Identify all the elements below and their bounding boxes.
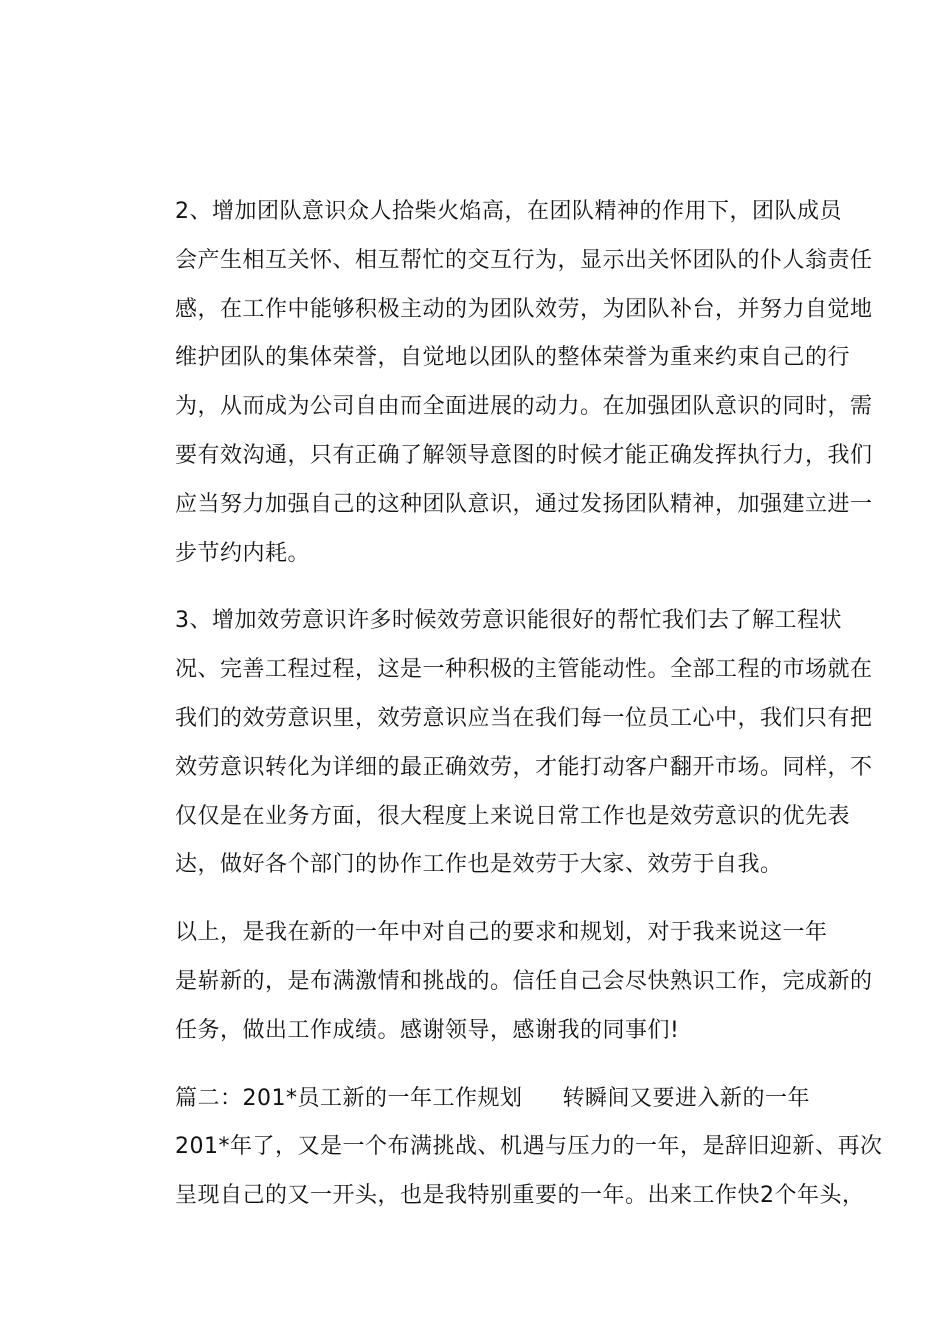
text-line: 呈现自己的又一开头，也是我特别重要的一年。出来工作快2个年头， [175, 1183, 865, 1209]
text-line: 况、完善工程过程，这是一种积极的主管能动性。全部工程的市场就在 [175, 657, 873, 683]
text-line: 201*年了，又是一个布满挑战、机遇与压力的一年，是辞旧迎新、再次 [175, 1134, 883, 1160]
text-line: 会产生相互关怀、相互帮忙的交互行为，显示出关怀团队的仆人翁责任 [175, 247, 873, 273]
text-line [131, 1075, 831, 1124]
text-line: 达，做好各个部门的协作工作也是效劳于大家、效劳于自我。 [175, 852, 783, 878]
text-line: 任务，做出工作成绩。感谢领导，感谢我的同事们! [175, 1017, 680, 1043]
text-line: 我们的效劳意识里，效劳意识应当在我们每一位员工心中，我们只有把 [175, 705, 873, 731]
section-heading: 篇二：201*员工新的一年工作规划 [175, 1085, 523, 1111]
text-line: 维护团队的集体荣誉，自觉地以团队的整体荣誉为重来约束自己的行 [175, 345, 851, 371]
text-line: 以上，是我在新的一年中对自己的要求和规划，对于我来说这一年 [175, 920, 828, 946]
heading-line-tail: 转瞬间又要进入新的一年 [562, 1085, 811, 1111]
text-line: 是崭新的，是布满激情和挑战的。信任自己会尽快熟识工作，完成新的 [175, 968, 873, 994]
paragraph-service-awareness [131, 597, 873, 890]
text-line: 感，在工作中能够积极主动的为团队效劳，为团队补台，并努力自觉地 [175, 296, 873, 322]
paragraph-conclusion [131, 909, 873, 1055]
text-line: 3、增加效劳意识许多时候效劳意识能很好的帮忙我们去了解工程状 [175, 608, 842, 634]
paragraph-team-awareness [131, 188, 873, 578]
text-line: 为，从而成为公司自由而全面进展的动力。在加强团队意识的同时，需 [175, 394, 873, 420]
text-line: 步节约内耗。 [175, 540, 311, 566]
document-body [131, 188, 883, 1240]
text-line: 应当努力加强自己的这种团队意识，通过发扬团队精神，加强建立进一 [175, 491, 873, 517]
text-line: 2、增加团队意识众人拾柴火焰高，在团队精神的作用下，团队成员 [175, 199, 842, 224]
text-line: 要有效沟通，只有正确了解领导意图的时候才能正确发挥执行力，我们 [175, 442, 873, 468]
text-line: 仅仅是在业务方面，很大程度上来说日常工作也是效劳意识的优先表 [175, 803, 851, 829]
text-line: 效劳意识转化为详细的最正确效劳，才能打动客户翻开市场。同样，不 [175, 754, 873, 780]
paragraph-part-two [131, 1075, 883, 1221]
